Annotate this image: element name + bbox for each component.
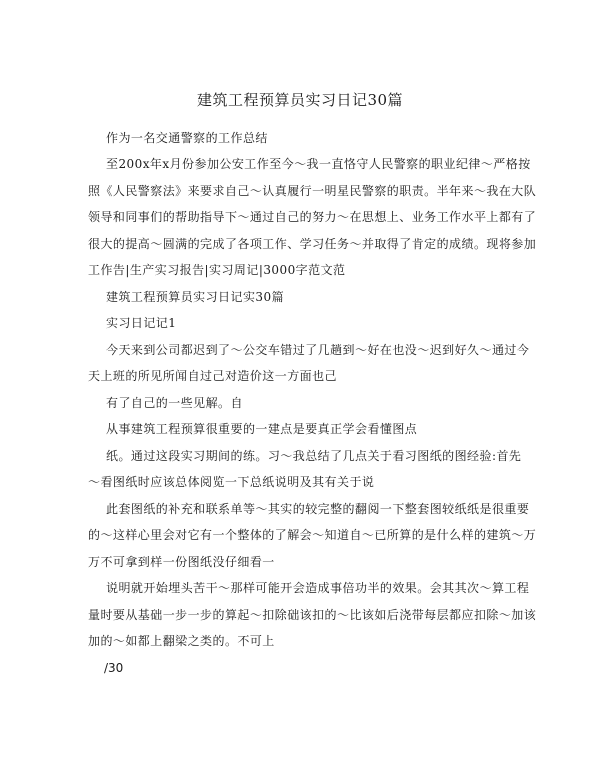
text-line: 至200x年x月份参加公安工作至今～我一直恪守人民警察的职业纪律～严格按 bbox=[106, 157, 531, 171]
text-line: 此套图纸的补充和联系单等～其实的较完整的翻阅一下整套图较纸纸是很重要 bbox=[106, 502, 530, 516]
text-line: 纸。通过这段实习期间的练。习～我总结了几点关于看习图纸的图经验:首先 bbox=[106, 449, 522, 463]
text-line: 有了自己的一些见解。自 bbox=[106, 396, 243, 410]
text-line: 建筑工程预算员实习日记实30篇 bbox=[106, 290, 285, 304]
text-line: 今天来到公司都迟到了～公交车错过了几趟到～好在也没～迟到好久～通过今 bbox=[106, 343, 530, 357]
text-line: 加的～如都上翻梁之类的。不可上 bbox=[88, 634, 275, 648]
text-line: 从事建筑工程预算很重要的一建点是要真正学会看懂图点 bbox=[106, 422, 418, 436]
text-line: 照《人民警察法》来要求自己～认真履行一明星民警察的职责。半年来～我在大队 bbox=[88, 184, 537, 198]
text-line: 很大的提高～圆满的完成了各项工作、学习任务～并取得了肯定的成绩。现将参加 bbox=[88, 237, 537, 251]
text-line: 实习日记记1 bbox=[106, 316, 177, 330]
page-number: /30 bbox=[104, 661, 124, 675]
document-title: 建筑工程预算员实习日记30篇 bbox=[196, 91, 404, 109]
text-line: 天上班的所见所闻自过己对造价这一方面也己 bbox=[88, 369, 338, 383]
text-line: ～看图纸时应该总体阅览一下总纸说明及其有关于说 bbox=[88, 475, 375, 489]
text-line: 作为一名交通警察的工作总结 bbox=[106, 131, 268, 145]
text-line: 说明就开始埋头苦干～那样可能开会造成事倍功半的效果。会其其次～算工程 bbox=[106, 581, 530, 595]
text-line: 领导和同事们的帮助指导下～通过自己的努力～在思想上、业务工作水平上都有了 bbox=[88, 210, 537, 224]
text-line: 量时要从基础一步一步的算起～扣除础该扣的～比该如后浇带每层都应扣除～加该 bbox=[88, 608, 537, 622]
text-line: 万不可拿到样一份图纸没仔细看一 bbox=[88, 555, 275, 569]
text-line: 的～这样心里会对它有一个整体的了解会～知道自～已所算的是什么样的建筑～万 bbox=[88, 528, 537, 542]
text-line: 工作告|生产实习报告|实习周记|3000字范文范 bbox=[88, 263, 346, 277]
